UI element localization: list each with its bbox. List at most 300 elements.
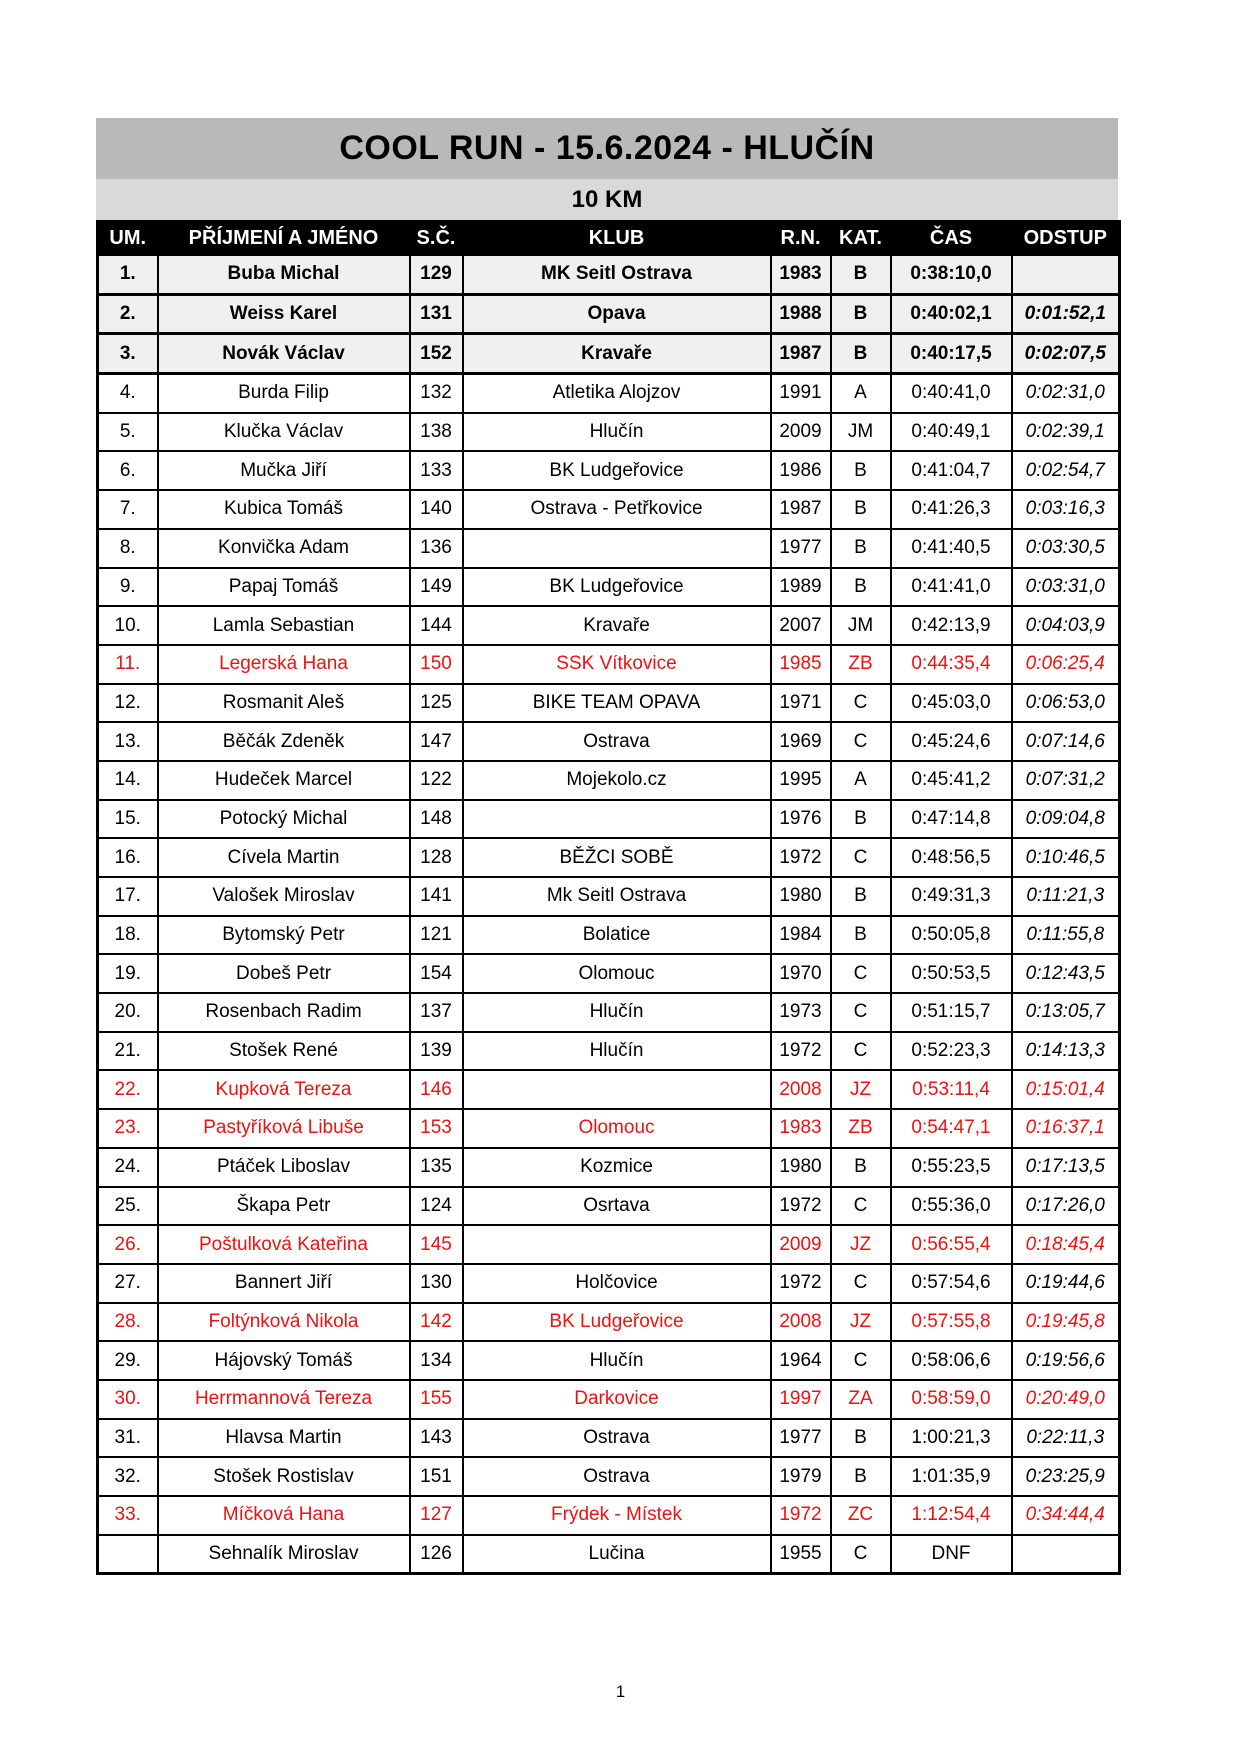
cell-birth-year: 1995 [771, 761, 831, 800]
cell-time: 0:41:40,5 [891, 529, 1012, 568]
cell-category: ZB [831, 1109, 891, 1148]
cell-category: JM [831, 606, 891, 645]
table-row [98, 1380, 1120, 1419]
cell-club: BĚŽCI SOBĚ [463, 838, 771, 877]
cell-name: Legerská Hana [158, 645, 410, 684]
cell-gap: 0:09:04,8 [1012, 800, 1120, 839]
cell-birth-year: 1964 [771, 1341, 831, 1380]
cell-bib: 148 [410, 800, 463, 839]
cell-name: Míčková Hana [158, 1496, 410, 1535]
cell-gap: 0:19:45,8 [1012, 1303, 1120, 1342]
cell-time: 1:01:35,9 [891, 1457, 1012, 1496]
cell-place: 25. [98, 1187, 158, 1226]
cell-club: Hlučín [463, 993, 771, 1032]
table-row [98, 606, 1120, 645]
cell-birth-year: 1971 [771, 684, 831, 723]
table-row [98, 334, 1120, 374]
cell-club [463, 1070, 771, 1109]
cell-category: ZA [831, 1380, 891, 1419]
cell-gap: 0:20:49,0 [1012, 1380, 1120, 1419]
cell-name: Hudeček Marcel [158, 761, 410, 800]
cell-time: 0:38:10,0 [891, 255, 1012, 294]
results-table-body [98, 255, 1120, 1574]
cell-place: 6. [98, 451, 158, 490]
cell-bib: 142 [410, 1303, 463, 1342]
cell-name: Bannert Jiří [158, 1264, 410, 1303]
cell-category: C [831, 1341, 891, 1380]
cell-bib: 147 [410, 722, 463, 761]
cell-gap: 0:14:13,3 [1012, 1032, 1120, 1071]
cell-time: 0:55:36,0 [891, 1187, 1012, 1226]
cell-place: 9. [98, 568, 158, 607]
cell-bib: 144 [410, 606, 463, 645]
table-row [98, 1457, 1120, 1496]
cell-time: 0:54:47,1 [891, 1109, 1012, 1148]
table-header-row [98, 222, 1120, 256]
cell-name: Konvička Adam [158, 529, 410, 568]
table-row [98, 993, 1120, 1032]
cell-category: B [831, 294, 891, 334]
table-row [98, 451, 1120, 490]
cell-club: Frýdek - Místek [463, 1496, 771, 1535]
distance-subtitle: 10 KM [96, 179, 1118, 220]
cell-club [463, 1225, 771, 1264]
cell-club: Darkovice [463, 1380, 771, 1419]
cell-gap: 0:12:43,5 [1012, 954, 1120, 993]
cell-category: ZC [831, 1496, 891, 1535]
cell-gap: 0:10:46,5 [1012, 838, 1120, 877]
cell-gap: 0:07:14,6 [1012, 722, 1120, 761]
cell-time: 0:40:02,1 [891, 294, 1012, 334]
cell-place: 1. [98, 255, 158, 294]
cell-name: Potocký Michal [158, 800, 410, 839]
cell-name: Klučka Václav [158, 413, 410, 452]
cell-club: Olomouc [463, 1109, 771, 1148]
cell-time: 0:45:24,6 [891, 722, 1012, 761]
cell-name: Poštulková Kateřina [158, 1225, 410, 1264]
table-row [98, 684, 1120, 723]
cell-birth-year: 2009 [771, 413, 831, 452]
cell-name: Kupková Tereza [158, 1070, 410, 1109]
cell-bib: 129 [410, 255, 463, 294]
cell-gap: 0:06:53,0 [1012, 684, 1120, 723]
table-row [98, 413, 1120, 452]
cell-place: 32. [98, 1457, 158, 1496]
cell-birth-year: 1983 [771, 1109, 831, 1148]
cell-place: 18. [98, 916, 158, 955]
cell-club: BIKE TEAM OPAVA [463, 684, 771, 723]
cell-time: 0:57:54,6 [891, 1264, 1012, 1303]
cell-bib: 127 [410, 1496, 463, 1535]
cell-birth-year: 1980 [771, 1148, 831, 1187]
cell-gap: 0:07:31,2 [1012, 761, 1120, 800]
cell-name: Stošek Rostislav [158, 1457, 410, 1496]
cell-bib: 132 [410, 374, 463, 413]
cell-bib: 141 [410, 877, 463, 916]
cell-birth-year: 2007 [771, 606, 831, 645]
cell-category: C [831, 954, 891, 993]
cell-bib: 146 [410, 1070, 463, 1109]
cell-name: Sehnalík Miroslav [158, 1535, 410, 1574]
cell-club: BK Ludgeřovice [463, 1303, 771, 1342]
cell-bib: 125 [410, 684, 463, 723]
cell-birth-year: 2008 [771, 1070, 831, 1109]
cell-bib: 149 [410, 568, 463, 607]
cell-name: Škapa Petr [158, 1187, 410, 1226]
cell-bib: 128 [410, 838, 463, 877]
cell-category: C [831, 1032, 891, 1071]
cell-gap: 0:02:39,1 [1012, 413, 1120, 452]
cell-bib: 145 [410, 1225, 463, 1264]
cell-gap: 0:22:11,3 [1012, 1419, 1120, 1458]
cell-time: 0:45:41,2 [891, 761, 1012, 800]
cell-time: 0:57:55,8 [891, 1303, 1012, 1342]
cell-place: 26. [98, 1225, 158, 1264]
cell-category: JM [831, 413, 891, 452]
cell-place: 4. [98, 374, 158, 413]
cell-category: B [831, 334, 891, 374]
cell-bib: 131 [410, 294, 463, 334]
cell-bib: 140 [410, 490, 463, 529]
cell-time: 0:49:31,3 [891, 877, 1012, 916]
cell-club: Atletika Alojzov [463, 374, 771, 413]
cell-gap: 0:23:25,9 [1012, 1457, 1120, 1496]
cell-gap: 0:06:25,4 [1012, 645, 1120, 684]
cell-gap: 0:16:37,1 [1012, 1109, 1120, 1148]
cell-gap [1012, 1535, 1120, 1574]
cell-club: Holčovice [463, 1264, 771, 1303]
cell-club: BK Ludgeřovice [463, 451, 771, 490]
cell-gap [1012, 255, 1120, 294]
col-header-time: ČAS [891, 222, 1012, 256]
cell-bib: 121 [410, 916, 463, 955]
cell-birth-year: 1970 [771, 954, 831, 993]
cell-birth-year: 1979 [771, 1457, 831, 1496]
cell-category: B [831, 1148, 891, 1187]
cell-club: SSK Vítkovice [463, 645, 771, 684]
results-table [96, 220, 1121, 1575]
cell-birth-year: 2008 [771, 1303, 831, 1342]
cell-name: Hlavsa Martin [158, 1419, 410, 1458]
cell-place: 13. [98, 722, 158, 761]
table-row [98, 1303, 1120, 1342]
cell-category: JZ [831, 1070, 891, 1109]
cell-name: Burda Filip [158, 374, 410, 413]
cell-name: Novák Václav [158, 334, 410, 374]
cell-name: Weiss Karel [158, 294, 410, 334]
cell-club: Kravaře [463, 334, 771, 374]
cell-name: Kubica Tomáš [158, 490, 410, 529]
cell-birth-year: 1987 [771, 334, 831, 374]
cell-bib: 136 [410, 529, 463, 568]
cell-time: 0:48:56,5 [891, 838, 1012, 877]
cell-birth-year: 1985 [771, 645, 831, 684]
cell-gap: 0:02:54,7 [1012, 451, 1120, 490]
cell-name: Stošek René [158, 1032, 410, 1071]
cell-birth-year: 1972 [771, 1032, 831, 1071]
table-row [98, 490, 1120, 529]
cell-category: B [831, 1457, 891, 1496]
cell-place: 27. [98, 1264, 158, 1303]
cell-place: 16. [98, 838, 158, 877]
cell-place: 28. [98, 1303, 158, 1342]
cell-place: 7. [98, 490, 158, 529]
col-header-bib: S.Č. [410, 222, 463, 256]
cell-time: 1:12:54,4 [891, 1496, 1012, 1535]
cell-category: C [831, 1187, 891, 1226]
cell-club: Kravaře [463, 606, 771, 645]
cell-time: 0:56:55,4 [891, 1225, 1012, 1264]
cell-gap: 0:17:26,0 [1012, 1187, 1120, 1226]
cell-club: Osrtava [463, 1187, 771, 1226]
cell-place: 19. [98, 954, 158, 993]
cell-time: 0:51:15,7 [891, 993, 1012, 1032]
cell-category: B [831, 1419, 891, 1458]
table-row [98, 916, 1120, 955]
cell-gap: 0:01:52,1 [1012, 294, 1120, 334]
race-title: COOL RUN - 15.6.2024 - HLUČÍN [96, 118, 1118, 179]
cell-birth-year: 1969 [771, 722, 831, 761]
cell-category: C [831, 993, 891, 1032]
cell-bib: 138 [410, 413, 463, 452]
cell-club: Olomouc [463, 954, 771, 993]
table-row [98, 1264, 1120, 1303]
cell-birth-year: 1972 [771, 1496, 831, 1535]
cell-place: 17. [98, 877, 158, 916]
cell-time: 0:42:13,9 [891, 606, 1012, 645]
cell-place: 22. [98, 1070, 158, 1109]
cell-gap: 0:17:13,5 [1012, 1148, 1120, 1187]
cell-gap: 0:04:03,9 [1012, 606, 1120, 645]
cell-gap: 0:03:16,3 [1012, 490, 1120, 529]
cell-club: Mojekolo.cz [463, 761, 771, 800]
cell-bib: 153 [410, 1109, 463, 1148]
cell-birth-year: 2009 [771, 1225, 831, 1264]
table-row [98, 877, 1120, 916]
cell-birth-year: 1980 [771, 877, 831, 916]
cell-birth-year: 1991 [771, 374, 831, 413]
cell-time: 0:58:59,0 [891, 1380, 1012, 1419]
cell-place: 31. [98, 1419, 158, 1458]
cell-category: ZB [831, 645, 891, 684]
cell-bib: 126 [410, 1535, 463, 1574]
cell-club: Hlučín [463, 413, 771, 452]
cell-category: JZ [831, 1303, 891, 1342]
cell-birth-year: 1977 [771, 529, 831, 568]
cell-club: Ostrava - Petřkovice [463, 490, 771, 529]
cell-bib: 151 [410, 1457, 463, 1496]
cell-name: Herrmannová Tereza [158, 1380, 410, 1419]
cell-bib: 133 [410, 451, 463, 490]
cell-birth-year: 1988 [771, 294, 831, 334]
table-row [98, 1496, 1120, 1535]
cell-place: 29. [98, 1341, 158, 1380]
cell-birth-year: 1989 [771, 568, 831, 607]
cell-place: 11. [98, 645, 158, 684]
cell-bib: 143 [410, 1419, 463, 1458]
cell-time: 0:47:14,8 [891, 800, 1012, 839]
cell-name: Hájovský Tomáš [158, 1341, 410, 1380]
cell-name: Bytomský Petr [158, 916, 410, 955]
cell-time: 0:55:23,5 [891, 1148, 1012, 1187]
cell-club: Hlučín [463, 1032, 771, 1071]
cell-bib: 154 [410, 954, 463, 993]
table-row [98, 374, 1120, 413]
cell-place: 14. [98, 761, 158, 800]
cell-name: Běčák Zdeněk [158, 722, 410, 761]
cell-category: B [831, 529, 891, 568]
cell-club: BK Ludgeřovice [463, 568, 771, 607]
cell-bib: 134 [410, 1341, 463, 1380]
cell-category: B [831, 916, 891, 955]
cell-time: 0:53:11,4 [891, 1070, 1012, 1109]
cell-name: Dobeš Petr [158, 954, 410, 993]
cell-place: 12. [98, 684, 158, 723]
table-row [98, 1535, 1120, 1574]
cell-category: B [831, 568, 891, 607]
table-row [98, 1225, 1120, 1264]
cell-name: Lamla Sebastian [158, 606, 410, 645]
cell-category: C [831, 838, 891, 877]
table-row [98, 1109, 1120, 1148]
table-row [98, 1341, 1120, 1380]
cell-category: B [831, 451, 891, 490]
cell-club: Kozmice [463, 1148, 771, 1187]
cell-gap: 0:34:44,4 [1012, 1496, 1120, 1535]
table-row [98, 1187, 1120, 1226]
cell-gap: 0:13:05,7 [1012, 993, 1120, 1032]
cell-name: Pastyříková Libuše [158, 1109, 410, 1148]
cell-category: A [831, 761, 891, 800]
cell-gap: 0:03:31,0 [1012, 568, 1120, 607]
table-row [98, 255, 1120, 294]
cell-time: 0:45:03,0 [891, 684, 1012, 723]
cell-time: 0:52:23,3 [891, 1032, 1012, 1071]
col-header-place: UM. [98, 222, 158, 256]
table-row [98, 294, 1120, 334]
cell-bib: 155 [410, 1380, 463, 1419]
cell-category: B [831, 800, 891, 839]
table-row [98, 838, 1120, 877]
cell-place: 23. [98, 1109, 158, 1148]
table-row [98, 1070, 1120, 1109]
cell-name: Papaj Tomáš [158, 568, 410, 607]
table-row [98, 800, 1120, 839]
cell-gap: 0:19:56,6 [1012, 1341, 1120, 1380]
results-document [96, 118, 1118, 1575]
col-header-name: PŘÍJMENÍ A JMÉNO [158, 222, 410, 256]
cell-time: 0:41:04,7 [891, 451, 1012, 490]
cell-place: 10. [98, 606, 158, 645]
cell-birth-year: 1972 [771, 838, 831, 877]
cell-place: 3. [98, 334, 158, 374]
cell-gap: 0:02:07,5 [1012, 334, 1120, 374]
cell-bib: 137 [410, 993, 463, 1032]
page-number: 1 [615, 1682, 626, 1701]
cell-time: 0:41:26,3 [891, 490, 1012, 529]
cell-gap: 0:15:01,4 [1012, 1070, 1120, 1109]
cell-time: 0:50:05,8 [891, 916, 1012, 955]
cell-name: Ptáček Liboslav [158, 1148, 410, 1187]
cell-name: Rosenbach Radim [158, 993, 410, 1032]
cell-time: DNF [891, 1535, 1012, 1574]
cell-gap: 0:11:21,3 [1012, 877, 1120, 916]
cell-gap: 0:19:44,6 [1012, 1264, 1120, 1303]
cell-time: 0:40:17,5 [891, 334, 1012, 374]
cell-bib: 139 [410, 1032, 463, 1071]
table-row [98, 722, 1120, 761]
col-header-category: KAT. [831, 222, 891, 256]
cell-name: Valošek Miroslav [158, 877, 410, 916]
cell-category: C [831, 1535, 891, 1574]
cell-club: Ostrava [463, 1419, 771, 1458]
cell-bib: 122 [410, 761, 463, 800]
cell-place: 20. [98, 993, 158, 1032]
table-row [98, 761, 1120, 800]
cell-birth-year: 1973 [771, 993, 831, 1032]
table-row [98, 1419, 1120, 1458]
table-row [98, 1148, 1120, 1187]
cell-place: 30. [98, 1380, 158, 1419]
cell-birth-year: 1997 [771, 1380, 831, 1419]
cell-club: Mk Seitl Ostrava [463, 877, 771, 916]
cell-birth-year: 1983 [771, 255, 831, 294]
cell-club: MK Seitl Ostrava [463, 255, 771, 294]
cell-place: 2. [98, 294, 158, 334]
cell-category: B [831, 490, 891, 529]
cell-category: C [831, 1264, 891, 1303]
cell-club: Ostrava [463, 1457, 771, 1496]
table-row [98, 954, 1120, 993]
cell-category: C [831, 722, 891, 761]
cell-gap: 0:03:30,5 [1012, 529, 1120, 568]
table-row [98, 568, 1120, 607]
cell-bib: 124 [410, 1187, 463, 1226]
cell-club: Lučina [463, 1535, 771, 1574]
col-header-club: KLUB [463, 222, 771, 256]
cell-name: Cívela Martin [158, 838, 410, 877]
cell-birth-year: 1977 [771, 1419, 831, 1458]
cell-time: 0:50:53,5 [891, 954, 1012, 993]
cell-bib: 130 [410, 1264, 463, 1303]
cell-birth-year: 1976 [771, 800, 831, 839]
cell-birth-year: 1986 [771, 451, 831, 490]
cell-category: B [831, 877, 891, 916]
cell-club: Bolatice [463, 916, 771, 955]
cell-birth-year: 1955 [771, 1535, 831, 1574]
cell-time: 1:00:21,3 [891, 1419, 1012, 1458]
cell-name: Buba Michal [158, 255, 410, 294]
cell-place: 8. [98, 529, 158, 568]
cell-birth-year: 1984 [771, 916, 831, 955]
cell-category: C [831, 684, 891, 723]
cell-club [463, 800, 771, 839]
cell-place: 21. [98, 1032, 158, 1071]
cell-bib: 150 [410, 645, 463, 684]
cell-name: Rosmanit Aleš [158, 684, 410, 723]
cell-gap: 0:02:31,0 [1012, 374, 1120, 413]
cell-time: 0:40:49,1 [891, 413, 1012, 452]
cell-place [98, 1535, 158, 1574]
cell-category: B [831, 255, 891, 294]
cell-name: Mučka Jiří [158, 451, 410, 490]
col-header-gap: ODSTUP [1012, 222, 1120, 256]
cell-club: Opava [463, 294, 771, 334]
table-row [98, 645, 1120, 684]
cell-time: 0:40:41,0 [891, 374, 1012, 413]
cell-gap: 0:18:45,4 [1012, 1225, 1120, 1264]
cell-category: A [831, 374, 891, 413]
